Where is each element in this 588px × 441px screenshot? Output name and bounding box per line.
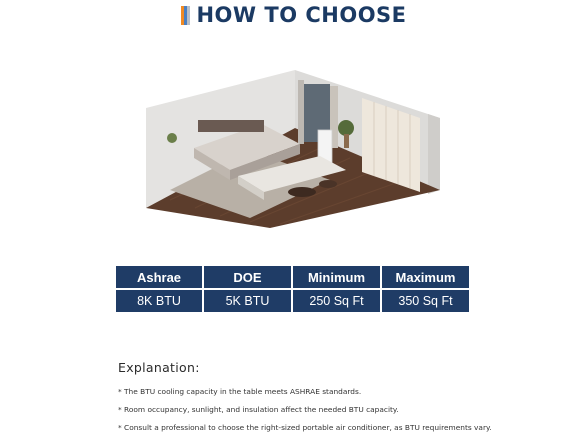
column-header-minimum: Minimum xyxy=(293,266,380,288)
coffee-table xyxy=(288,187,316,197)
column-header-ashrae: Ashrae xyxy=(116,266,202,288)
title-bar xyxy=(0,0,588,30)
title-accent-stripes-icon xyxy=(181,6,190,25)
explanation-note-factors: * Room occupancy, sunlight, and insulation affect the needed BTU capacity. xyxy=(118,405,399,414)
plant xyxy=(338,120,354,136)
plant-pot xyxy=(344,134,349,148)
title-group xyxy=(181,3,406,27)
table-row xyxy=(116,290,469,312)
explanation-section xyxy=(118,360,558,441)
btu-spec-table xyxy=(114,264,471,314)
table-cell-ashrae: 8K BTU xyxy=(116,290,202,312)
explanation-heading: Explanation: xyxy=(118,360,200,375)
page-title: HOW TO CHOOSE xyxy=(196,3,407,27)
column-header-doe: DOE xyxy=(204,266,291,288)
curtain-left xyxy=(298,80,304,144)
table-cell-doe: 5K BTU xyxy=(204,290,291,312)
column-header-maximum: Maximum xyxy=(382,266,469,288)
side-table xyxy=(319,180,337,188)
table-cell-minimum: 250 Sq Ft xyxy=(293,290,380,312)
explanation-note-consult: * Consult a professional to choose the right-sized portable air conditioner, as BTU requirements vary. xyxy=(118,423,492,432)
explanation-note-ashrae: * The BTU cooling capacity in the table meets ASHRAE standards. xyxy=(118,387,362,396)
small-plant xyxy=(167,133,177,143)
bedroom-illustration xyxy=(0,40,588,240)
headboard xyxy=(198,120,264,132)
table-header-row xyxy=(116,266,469,288)
right-wall-edge xyxy=(428,114,440,194)
gray-stripe xyxy=(187,6,190,25)
table-cell-maximum: 350 Sq Ft xyxy=(382,290,469,312)
